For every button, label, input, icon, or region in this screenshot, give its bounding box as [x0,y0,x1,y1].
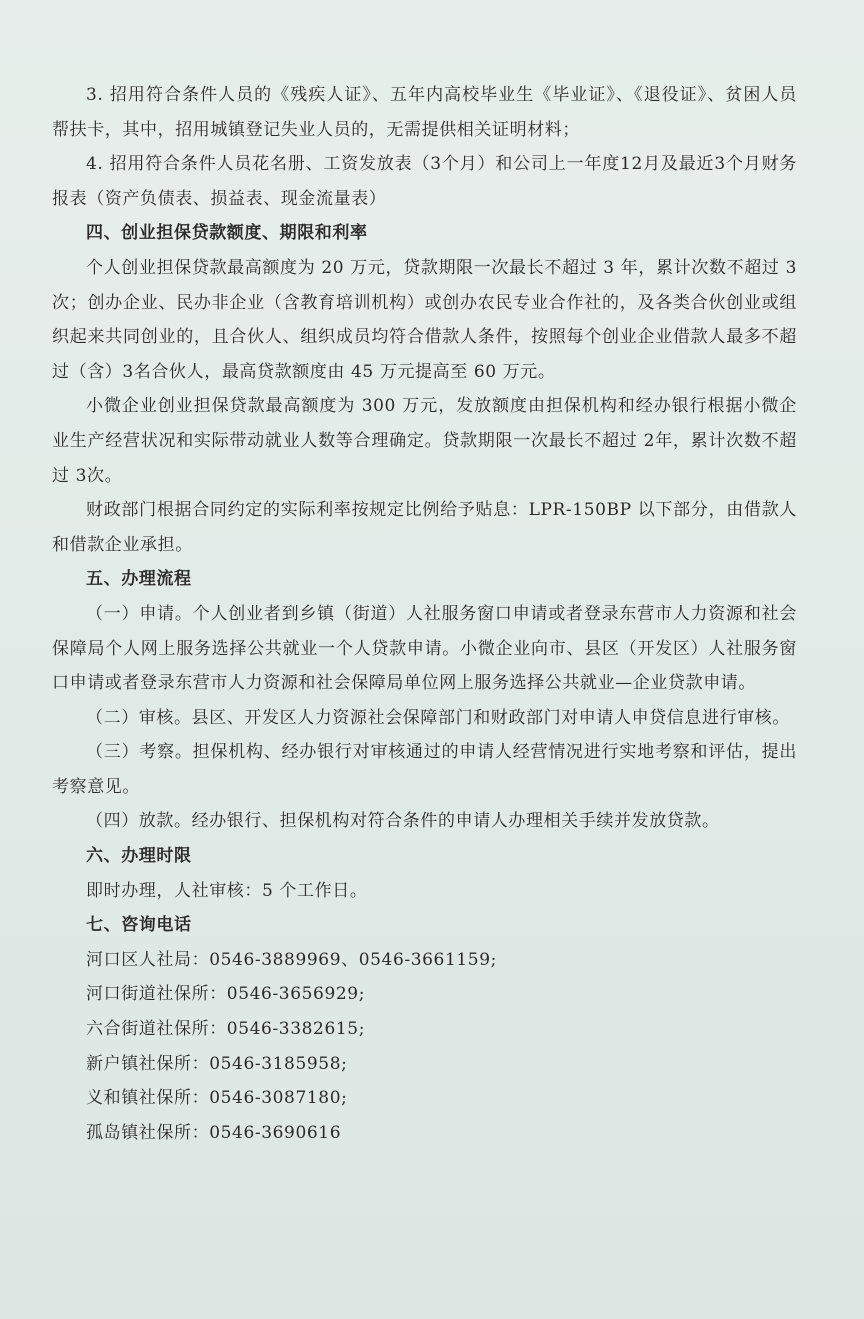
contact-line: 六合街道社保所：0546-3382615; [86,1019,366,1040]
item-4: 4. 招用符合条件人员花名册、工资发放表（3个月）和公司上一年度12月及最近3个月财务报表（资产负债表、损益表、现金流量表） [52,154,797,209]
section-4-paragraph-small-business-loan: 小微企业创业担保贷款最高额度为 300 万元，发放额度由担保机构和经办银行根据小微企业生产经营状况和实际带动就业人数等合理确定。贷款期限一次最长不超过 2年，累计次数不超过 3次。 [52,396,797,486]
item-3: 3. 招用符合条件人员的《残疾人证》、五年内高校毕业生《毕业证》、《退役证》、贫困人员帮扶卡，其中，招用城镇登记失业人员的，无需提供相关证明材料； [52,85,797,140]
section-4-paragraph-personal-loan: 个人创业担保贷款最高额度为 20 万元，贷款期限一次最长不超过 3 年，累计次数不超过 3次；创办企业、民办非企业（含教育培训机构）或创办农民专业合作社的，及各类合伙创业或组织起来共同创业的，且合伙人、组织成员均符合借款人条件，按照每个创业企业借款人最多不超过（含）3名合伙人，最高贷款额度由 45 万元提高至 60 万元。 [52,257,797,382]
processing-time-text: 即时办理，人社审核：5 个工作日。 [86,880,368,901]
section-4-paragraph-interest-subsidy: 财政部门根据合同约定的实际利率按规定比例给予贴息：LPR-150BP 以下部分，由借款人和借款企业承担。 [52,500,797,555]
process-step-inspect: （三）考察。担保机构、经办银行对审核通过的申请人经营情况进行实地考察和评估，提出考察意见。 [52,742,797,797]
section-4-heading: 四、创业担保贷款额度、期限和利率 [86,223,368,244]
process-step-apply: （一）申请。个人创业者到乡镇（街道）人社服务窗口申请或者登录东营市人力资源和社会保障局个人网上服务选择公共就业一个人贷款申请。小微企业向市、县区（开发区）人社服务窗口申请或者登录东营市人力资源和社会保障局单位网上服务选择公共就业—企业贷款申请。 [52,603,797,694]
contact-line: 河口区人社局：0546-3889969、0546-3661159; [86,949,497,970]
contact-line: 孤岛镇社保所：0546-3690616 [86,1122,342,1143]
contact-line: 河口街道社保所：0546-3656929; [86,984,366,1005]
section-7-heading: 七、咨询电话 [86,915,192,936]
section-6-heading: 六、办理时限 [86,846,192,867]
process-step-review: （二）审核。县区、开发区人力资源社会保障部门和财政部门对申请人申贷信息进行审核。 [86,707,790,728]
contact-line: 义和镇社保所：0546-3087180; [86,1088,348,1109]
section-5-heading: 五、办理流程 [86,569,192,590]
document-body [52,78,797,1150]
contact-line: 新户镇社保所：0546-3185958; [86,1053,348,1074]
process-step-disburse: （四）放款。经办银行、担保机构对符合条件的申请人办理相关手续并发放贷款。 [86,811,720,832]
